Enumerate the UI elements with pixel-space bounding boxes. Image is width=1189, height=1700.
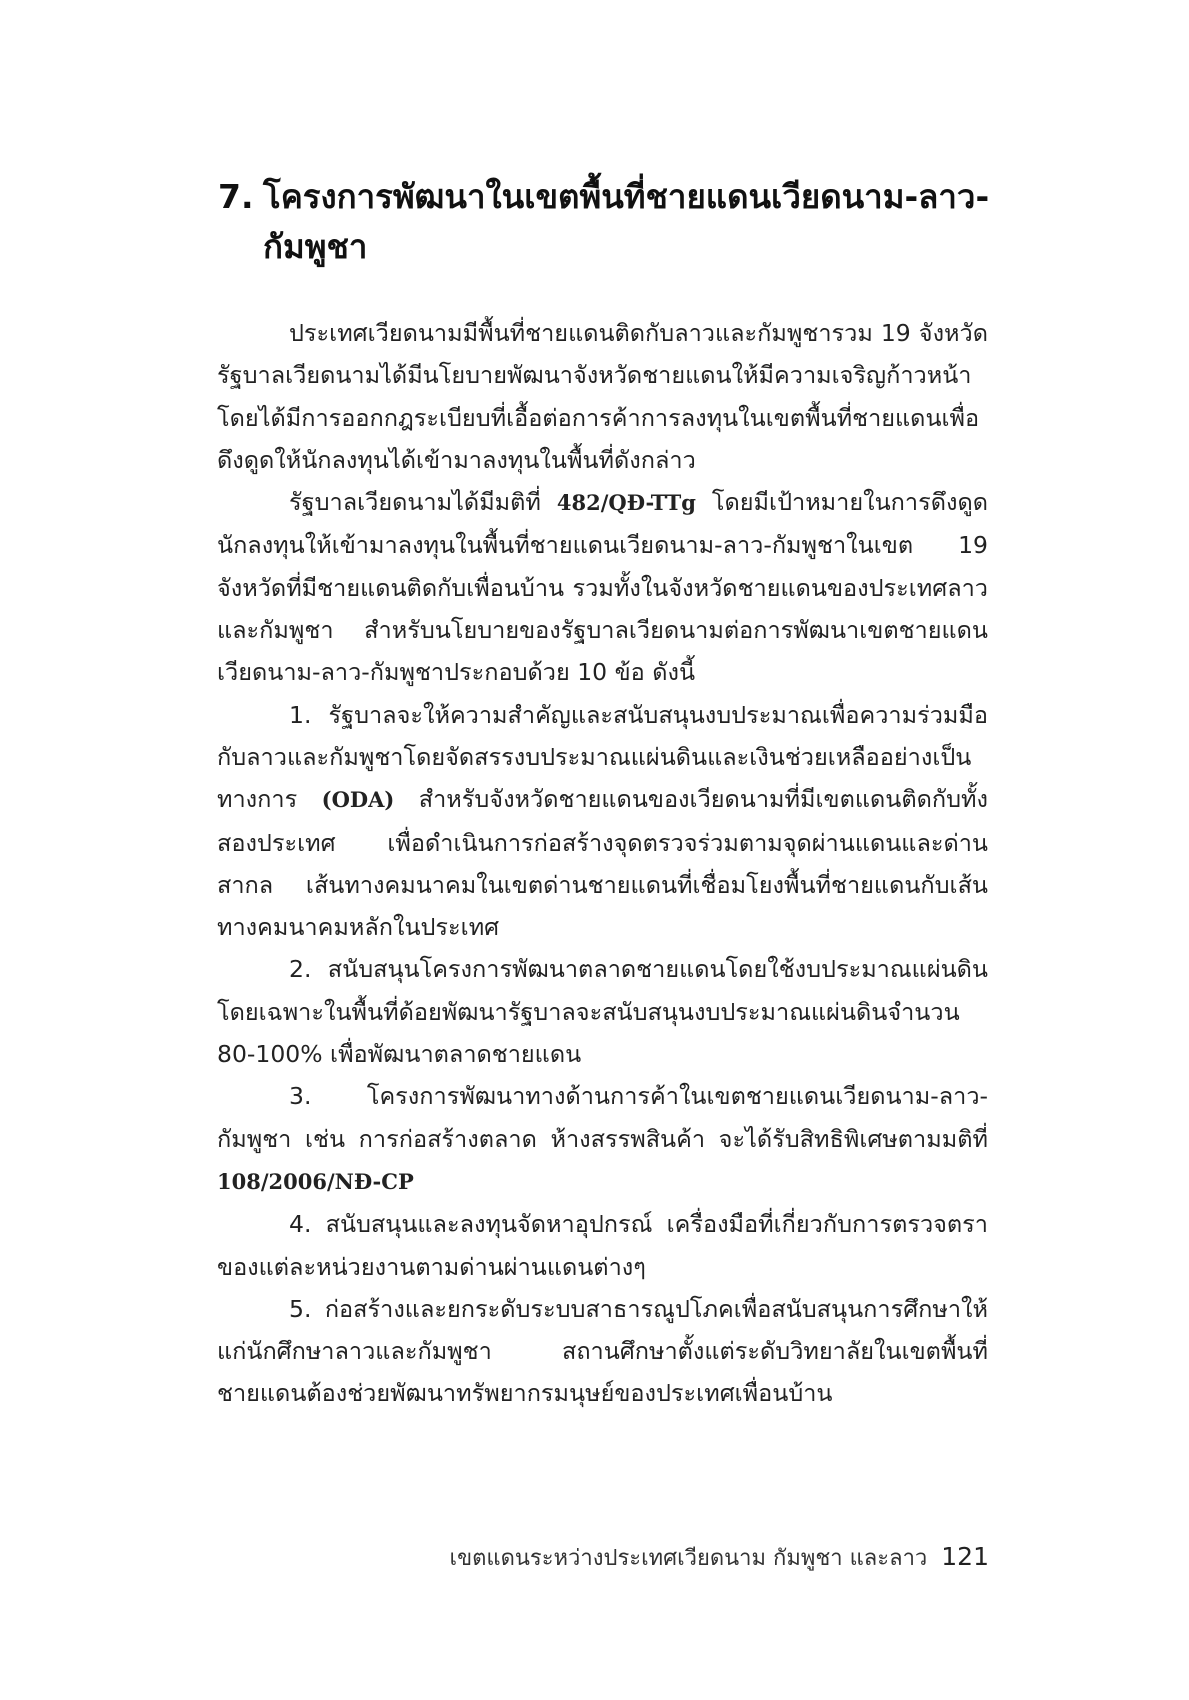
list-item-4: 4. สนับสนุนและลงทุนจัดหาอุปกรณ์ เครื่องมือที่เกี่ยวกับการตรวจตราของแต่ละหน่วยงานตามด่านผ่านแดนต่างๆ: [217, 1210, 988, 1281]
running-title: เขตแดนระหว่างประเทศเวียดนาม กัมพูชา และลาว: [449, 1546, 928, 1571]
page-number: 121: [941, 1542, 989, 1571]
list-item-5: 5. ก่อสร้างและยกระดับระบบสาธารณูปโภคเพื่อสนับสนุนการศึกษาให้แก่นักศึกษาลาวและกัมพูชา สถานศึกษาตั้งแต่ระดับวิทยาลัยในเขตพื้นที่ชายแดนต้องช่วยพัฒนาทรัพยากรมนุษย์ของประเทศเพื่อนบ้าน: [217, 1294, 988, 1408]
section-title: โครงการพัฒนาในเขตพื้นที่ชายแดนเวียดนาม-ลาว-กัมพูชา: [263, 177, 990, 266]
list-item-2: 2. สนับสนุนโครงการพัฒนาตลาดชายแดนโดยใช้งบประมาณแผ่นดิน โดยเฉพาะในพื้นที่ด้อยพัฒนารัฐบาลจะสนับสนุนงบประมาณแผ่นดินจำนวน 80-100% เพื่อพัฒนาตลาดชายแดน: [217, 955, 988, 1069]
section-heading: [218, 172, 998, 272]
body-text: [217, 312, 988, 1415]
paragraph-resolution: รัฐบาลเวียดนามได้มีมติที่ 482/QĐ-TTg โดยมีเป้าหมายในการดึงดูดนักลงทุนให้เข้ามาลงทุนในพื้นที่ชายแดนเวียดนาม-ลาว-กัมพูชาในเขต 19 จังหวัดที่มีชายแดนติดกับเพื่อนบ้าน รวมทั้งในจังหวัดชายแดนของประเทศลาวและกัมพูชา สำหรับนโยบายของรัฐบาลเวียดนามต่อการพัฒนาเขตชายแดนเวียดนาม-ลาว-กัมพูชาประกอบด้วย 10 ข้อ ดังนี้: [217, 488, 988, 687]
section-number: 7.: [218, 177, 254, 216]
page-footer: [450, 1540, 989, 1576]
list-item-3: 3. โครงการพัฒนาทางด้านการค้าในเขตชายแดนเวียดนาม-ลาว-กัมพูชา เช่น การก่อสร้างตลาด ห้างสรรพสินค้า จะได้รับสิทธิพิเศษตามมติที่ 108/2006/NĐ-CP: [217, 1082, 988, 1194]
oda-acronym: (ODA): [321, 787, 395, 813]
resolution-code: 482/QĐ-TTg: [556, 490, 696, 516]
paragraph-intro: ประเทศเวียดนามมีพื้นที่ชายแดนติดกับลาวและกัมพูชารวม 19 จังหวัด รัฐบาลเวียดนามได้มีนโยบายพัฒนาจังหวัดชายแดนให้มีความเจริญก้าวหน้า โดยได้มีการออกกฎระเบียบที่เอื้อต่อการค้าการลงทุนในเขตพื้นที่ชายแดนเพื่อดึงดูดให้นักลงทุนได้เข้ามาลงทุนในพื้นที่ดังกล่าว: [217, 319, 988, 474]
decree-code: 108/2006/NĐ-CP: [217, 1168, 414, 1194]
list-item-1: 1. รัฐบาลจะให้ความสำคัญและสนับสนุนงบประมาณเพื่อความร่วมมือกับลาวและกัมพูชาโดยจัดสรรงบประมาณแผ่นดินและเงินช่วยเหลืออย่างเป็นทางการ (ODA) สำหรับจังหวัดชายแดนของเวียดนามที่มีเขตแดนติดกับทั้งสองประเทศ เพื่อดำเนินการก่อสร้างจุดตรวจร่วมตามจุดผ่านแดนและด่านสากล เส้นทางคมนาคมในเขตด่านชายแดนที่เชื่อมโยงพื้นที่ชายแดนกับเส้นทางคมนาคมหลักในประเทศ: [217, 700, 988, 942]
